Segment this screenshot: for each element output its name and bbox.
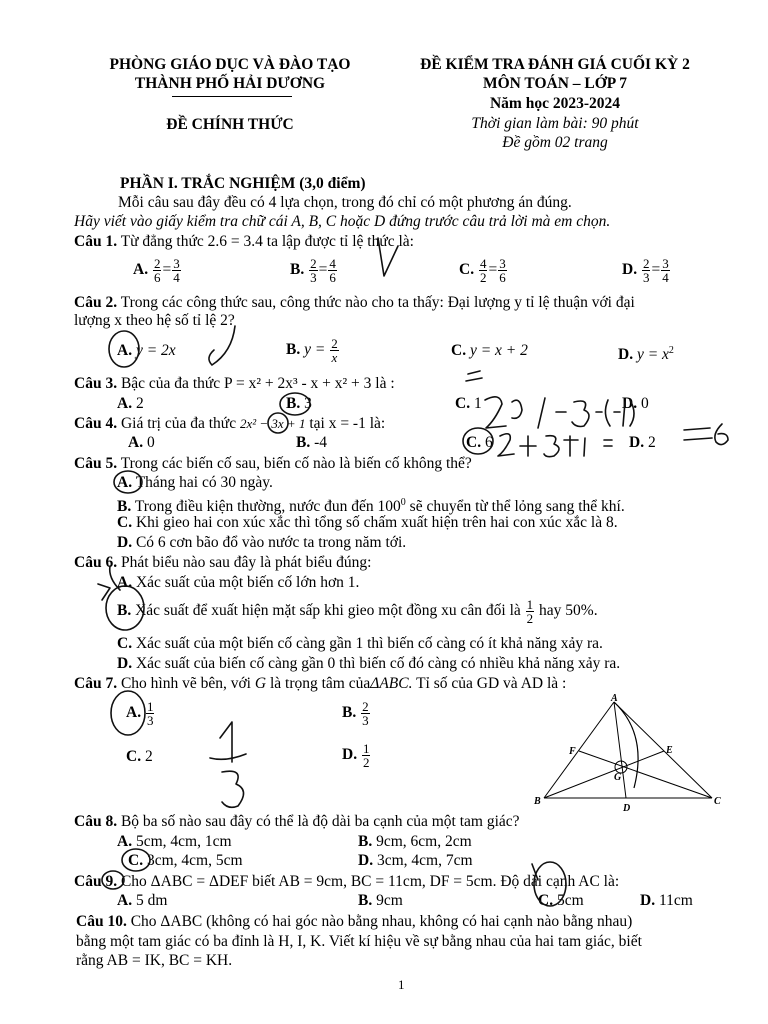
- edge-ab: [544, 702, 614, 798]
- q9-option-b: [358, 892, 403, 910]
- q3-c-text: 1: [473, 395, 482, 412]
- q1-d-frac1: [642, 257, 651, 284]
- q3-option-b: [286, 395, 312, 413]
- q5-option-b: [117, 494, 625, 516]
- q4-option-d: [629, 434, 656, 452]
- pen-digit-1-q7: [220, 722, 232, 762]
- q4-option-c: [466, 434, 493, 452]
- subject: MÔN TOÁN – LỚP 7: [482, 75, 628, 92]
- q5-option-d: [117, 534, 406, 552]
- q2-b-pre: y =: [304, 341, 326, 359]
- q1-a-n1: 2: [153, 256, 161, 271]
- q9-option-c: [538, 892, 584, 910]
- q4-a-label: A.: [128, 434, 144, 451]
- q1-d-d1: 3: [642, 270, 650, 285]
- q6-b-n: 1: [526, 597, 534, 612]
- q4-d-text: 2: [647, 434, 656, 451]
- q9-c-label: C.: [538, 892, 554, 909]
- q2-option-b: [286, 337, 340, 364]
- q9-d-label: D.: [640, 892, 656, 909]
- q7-text-pre: Cho hình vẽ bên, với: [120, 675, 251, 692]
- q4-c-label: C.: [466, 434, 482, 451]
- q1-option-a: A. $\frac{2}{6}$ = $\frac{3}{4}$: [133, 256, 180, 285]
- time-limit: Thời gian làm bài: 90 phút: [471, 115, 639, 132]
- q6-b-pre: Xác suất để xuất hiện mặt sấp khi gieo một đồng xu cân đối là: [135, 602, 521, 620]
- q7-tri: ΔABC.: [370, 675, 413, 692]
- q10-label: Câu 10.: [76, 913, 127, 930]
- pen-equals-q3: [466, 371, 482, 381]
- q5-b-sup: 0: [400, 497, 406, 508]
- q6-option-a: [117, 574, 359, 592]
- q1-a-label: A.: [133, 261, 149, 279]
- q8-text: Bộ ba số nào sau đây có thể là độ dài ba cạnh của một tam giác?: [120, 813, 520, 830]
- q4-a-text: 0: [146, 434, 155, 451]
- fig-label-a: A: [611, 694, 618, 704]
- pen-digit-6: [715, 424, 728, 445]
- q10-line3: rằng AB = IK, BC = KH.: [76, 952, 233, 969]
- part1-instruction: Hãy viết vào giấy kiểm tra chữ cái A, B, C hoặc D đứng trước câu trả lời mà em chọn.: [74, 213, 611, 230]
- q7-a-label: A.: [126, 704, 142, 722]
- q6-b-post: hay 50%.: [539, 602, 598, 620]
- q6-c-label: C.: [117, 635, 133, 652]
- q4-option-a: [128, 434, 155, 452]
- header-underline: [172, 96, 292, 97]
- q10-text1: Cho ΔABC (không có hai góc nào bằng nhau, không có hai cạnh nào bằng nhau): [130, 913, 633, 930]
- q7-option-b: [342, 700, 371, 727]
- q10-line1: [76, 913, 632, 931]
- pen-digit-2b: [498, 434, 514, 456]
- q8-option-c: [128, 852, 243, 870]
- q2-option-d: [618, 342, 674, 364]
- q9-stem: [74, 873, 619, 891]
- q7-a-n: 1: [146, 699, 154, 714]
- q6-b-label: B.: [117, 602, 132, 620]
- q6-label: Câu 6.: [74, 554, 118, 571]
- pen-digit-3-q7: [222, 771, 244, 807]
- q8-option-d: [358, 852, 473, 870]
- pen-digit-3b: [544, 436, 559, 457]
- q7-option-d: [342, 742, 371, 769]
- q6-d-label: D.: [117, 655, 133, 672]
- q1-d-label: D.: [622, 261, 638, 279]
- q1-b-n1: 2: [310, 256, 317, 271]
- q1-c-d2: 6: [499, 270, 506, 285]
- q7-a-frac: [146, 700, 155, 727]
- q7-option-c: [126, 748, 153, 766]
- q9-option-a: [117, 892, 167, 910]
- q2-option-c: [451, 342, 528, 360]
- page-number: 1: [398, 977, 405, 992]
- q1-option-c: C. $\frac{4}{2}$ = $\frac{3}{6}$: [459, 256, 506, 285]
- q3-option-d: [622, 395, 649, 413]
- q8-b-label: B.: [358, 833, 373, 850]
- q1-option-d: D. $\frac{2}{3}$ = $\frac{3}{4}$: [622, 256, 669, 285]
- q1-b-frac1: [309, 257, 318, 284]
- q5-option-c: [117, 514, 618, 532]
- q2-c-text: y = x + 2: [469, 342, 528, 359]
- edge-ac: [614, 702, 712, 798]
- q4-b-label: B.: [296, 434, 311, 451]
- q3-d-text: 0: [640, 395, 649, 412]
- pen-digit-t: [564, 436, 578, 456]
- q5-text: Trong các biến cố sau, biến cố nào là biến cố không thể?: [120, 455, 472, 472]
- q2-a-label: A.: [117, 342, 133, 359]
- q2-c-label: C.: [451, 342, 467, 359]
- q2-b-n: 2: [331, 336, 338, 351]
- q2-stem-line1: [74, 294, 635, 312]
- pen-digit-1a: [538, 398, 545, 428]
- pen-stroke-q6b: [98, 584, 110, 600]
- q4-label: Câu 4.: [74, 415, 118, 432]
- q1-b-label: B.: [290, 261, 305, 279]
- q1-a-frac2: [172, 257, 181, 284]
- pen-plus: [520, 436, 536, 456]
- q6-b-d: 2: [526, 611, 534, 626]
- pen-digit-1b: [584, 438, 585, 456]
- q5-b-post: sẽ chuyển từ thể lỏng sang thể khí.: [405, 498, 625, 516]
- pen-digit-3: [572, 401, 589, 427]
- q5-stem: [74, 455, 472, 473]
- q3-a-text: 2: [135, 395, 144, 412]
- q6-c-text: Xác suất của một biến cố càng gần 1 thì biến cố càng có ít khả năng xảy ra.: [135, 635, 603, 652]
- q8-c-label: C.: [128, 852, 144, 869]
- part1-intro: Mỗi câu sau đây đều có 4 lựa chọn, trong đó chỉ có một phương án đúng.: [118, 194, 572, 211]
- q1-stem: [74, 233, 414, 251]
- q3-a-label: A.: [117, 395, 133, 412]
- pen-fraction-bar-q7: [210, 754, 246, 759]
- q10-line2: bằng một tam giác có ba đỉnh là H, I, K. Viết kí hiệu về sự bằng nhau của hai tam giác, biết: [76, 933, 642, 950]
- q7-b-n: 2: [362, 699, 369, 714]
- q8-c-text: 3cm, 4cm, 5cm: [146, 852, 243, 869]
- q4-d-label: D.: [629, 434, 645, 451]
- pen-digit-2a: [485, 397, 506, 428]
- q7-text-post: Tỉ số của GD và AD là :: [416, 675, 567, 692]
- q2-d-label: D.: [618, 346, 634, 364]
- official-label: ĐỀ CHÍNH THỨC: [166, 116, 294, 133]
- q3-b-text: 3: [304, 395, 312, 412]
- fig-label-b: B: [534, 796, 541, 807]
- fig-label-d: D: [623, 803, 631, 814]
- q7-g: G: [254, 675, 267, 692]
- q6-option-c: [117, 635, 603, 653]
- q6-option-d: [117, 655, 620, 673]
- q7-label: Câu 7.: [74, 675, 118, 692]
- q1-text: Từ đẳng thức 2.6 = 3.4 ta lập được tỉ lệ thức là:: [120, 233, 414, 250]
- q3-b-label: B.: [286, 395, 301, 412]
- q8-stem: [74, 813, 520, 831]
- q7-d-frac: [362, 742, 371, 769]
- q9-a-text: 5 dm: [135, 892, 168, 909]
- q2-text1: Trong các công thức sau, công thức nào cho ta thấy: Đại lượng y tỉ lệ thuận với đại: [120, 294, 635, 311]
- q1-d-n1: 2: [642, 256, 650, 271]
- q5-b-label: B.: [117, 498, 132, 516]
- q1-c-d1: 2: [479, 270, 487, 285]
- q2-d-text: y = x: [636, 346, 669, 364]
- q7-option-a: [126, 700, 155, 727]
- q1-d-n2: 3: [662, 256, 669, 271]
- q7-b-d: 3: [362, 713, 369, 728]
- fig-label-c: C: [714, 796, 721, 807]
- triangle-figure: [530, 694, 730, 814]
- q4-text-pre: Giá trị của đa thức: [120, 415, 237, 432]
- q3-text: Bậc của đa thức P = x² + 2x³ - x + x² + 3 là :: [120, 375, 395, 392]
- pen-equals-q4b: [684, 428, 712, 440]
- pen-equals-q4a: [604, 440, 612, 446]
- q1-c-frac2: [498, 257, 507, 284]
- q8-option-b: [358, 833, 472, 851]
- pen-mark-q2: [209, 326, 235, 365]
- q1-b-n2: 4: [329, 256, 336, 271]
- q7-d-label: D.: [342, 746, 358, 764]
- q1-a-n2: 3: [173, 256, 180, 271]
- q5-c-label: C.: [117, 514, 133, 531]
- q1-d-d2: 4: [662, 270, 669, 285]
- fig-label-e: E: [666, 745, 673, 756]
- q6-a-label: A.: [117, 574, 133, 591]
- q8-a-text: 5cm, 4cm, 1cm: [135, 833, 232, 850]
- q2-a-text: y = 2x: [135, 342, 176, 359]
- q1-label: Câu 1.: [74, 233, 118, 250]
- q8-d-label: D.: [358, 852, 374, 869]
- q2-stem-line2: lượng x theo hệ số tỉ lệ 2?: [74, 312, 235, 329]
- q2-b-label: B.: [286, 341, 301, 359]
- pen-bracket: [512, 400, 522, 418]
- q1-c-label: C.: [459, 261, 475, 279]
- q4-c-text: 6: [484, 434, 493, 451]
- q8-option-a: [117, 833, 232, 851]
- q2-option-a: [117, 342, 176, 360]
- q1-c-frac1: [479, 257, 488, 284]
- q1-d-frac2: [661, 257, 670, 284]
- q9-b-text: 9cm: [376, 892, 403, 909]
- school-year: Năm học 2023-2024: [489, 95, 621, 112]
- exam-title: ĐỀ KIỂM TRA ĐÁNH GIÁ CUỐI KỲ 2: [420, 56, 690, 73]
- dept-line2: THÀNH PHỐ HẢI DƯƠNG: [134, 75, 326, 92]
- q7-stem: [74, 675, 566, 693]
- q4-text-post: tại x = -1 là:: [309, 415, 386, 432]
- q5-a-label: A.: [117, 474, 133, 491]
- q4-b-text: -4: [314, 434, 328, 451]
- q1-b-d2: 6: [329, 270, 336, 285]
- q1-b-d1: 3: [310, 270, 317, 285]
- q5-c-text: Khi gieo hai con xúc xắc thì tổng số chấm xuất hiện trên hai con xúc xắc là 8.: [135, 514, 618, 531]
- q7-b-frac: [361, 700, 370, 727]
- q9-b-label: B.: [358, 892, 373, 909]
- q9-d-text: 11cm: [658, 892, 693, 909]
- q6-d-text: Xác suất của biến cố càng gần 0 thì biến cố đó càng có nhiều khả năng xảy ra.: [135, 655, 621, 672]
- q7-a-d: 3: [146, 713, 154, 728]
- q7-d-d: 2: [362, 755, 370, 770]
- q3-stem: [74, 375, 395, 393]
- q5-d-label: D.: [117, 534, 133, 551]
- pen-paren-l: [605, 400, 610, 426]
- q2-d-sup: 2: [668, 345, 674, 356]
- q2-label: Câu 2.: [74, 294, 118, 311]
- q3-c-label: C.: [455, 395, 471, 412]
- q7-d-n: 1: [362, 741, 370, 756]
- q7-b-label: B.: [342, 704, 357, 722]
- q6-b-frac: [526, 598, 535, 625]
- q1-c-n1: 4: [479, 256, 487, 271]
- fig-label-f: F: [569, 746, 576, 757]
- q9-label: Câu 9.: [74, 873, 118, 890]
- q2-b-d: x: [331, 350, 338, 365]
- median-ad: [614, 702, 626, 798]
- q3-d-label: D.: [622, 395, 638, 412]
- q6-stem: [74, 554, 371, 572]
- q1-a-d1: 6: [153, 270, 161, 285]
- q8-d-text: 3cm, 4cm, 7cm: [376, 852, 473, 869]
- q3-label: Câu 3.: [74, 375, 118, 392]
- q7-c-label: C.: [126, 748, 142, 765]
- q1-a-d2: 4: [173, 270, 180, 285]
- q6-text: Phát biểu nào sau đây là phát biểu đúng:: [120, 554, 372, 571]
- q8-b-text: 9cm, 6cm, 2cm: [376, 833, 472, 850]
- q2-b-frac: [330, 337, 339, 364]
- q5-label: Câu 5.: [74, 455, 118, 472]
- q7-c-text: 2: [144, 748, 153, 765]
- q1-c-n2: 3: [499, 256, 506, 271]
- q9-option-d: [640, 892, 693, 910]
- q1-b-frac2: [328, 257, 337, 284]
- part1-title: PHẦN I. TRẮC NGHIỆM (3,0 điểm): [120, 175, 366, 192]
- q5-b-pre: Trong điều kiện thường, nước đun đến 100: [134, 498, 401, 516]
- page-count: Đề gồm 02 trang: [502, 134, 608, 151]
- q5-a-text: Tháng hai có 30 ngày.: [135, 474, 273, 491]
- q4-expr: 2x² − 3x + 1: [239, 416, 306, 431]
- q6-option-b: [117, 598, 598, 625]
- q1-option-b: B. $\frac{2}{3}$ = $\frac{4}{6}$: [290, 256, 336, 285]
- q7-text-mid: là trọng tâm của: [269, 675, 371, 692]
- q9-c-text: 5cm: [556, 892, 584, 909]
- q8-label: Câu 8.: [74, 813, 118, 830]
- dept-line1: PHÒNG GIÁO DỤC VÀ ĐÀO TẠO: [109, 56, 351, 73]
- q5-d-text: Có 6 cơn bão đổ vào nước ta trong năm tới.: [135, 534, 407, 551]
- q9-text: Cho ΔABC = ΔDEF biết AB = 9cm, BC = 11cm, DF = 5cm. Độ dài cạnh AC là:: [120, 873, 620, 890]
- q6-a-text: Xác suất của một biến cố lớn hơn 1.: [135, 574, 360, 591]
- q1-a-frac1: [153, 257, 162, 284]
- fig-label-g: G: [614, 772, 622, 783]
- q3-option-c: [455, 395, 482, 413]
- q8-a-label: A.: [117, 833, 133, 850]
- q3-option-a: [117, 395, 144, 413]
- q4-stem: [74, 415, 385, 433]
- q5-option-a: [117, 474, 273, 492]
- q4-option-b: [296, 434, 327, 452]
- q9-a-label: A.: [117, 892, 133, 909]
